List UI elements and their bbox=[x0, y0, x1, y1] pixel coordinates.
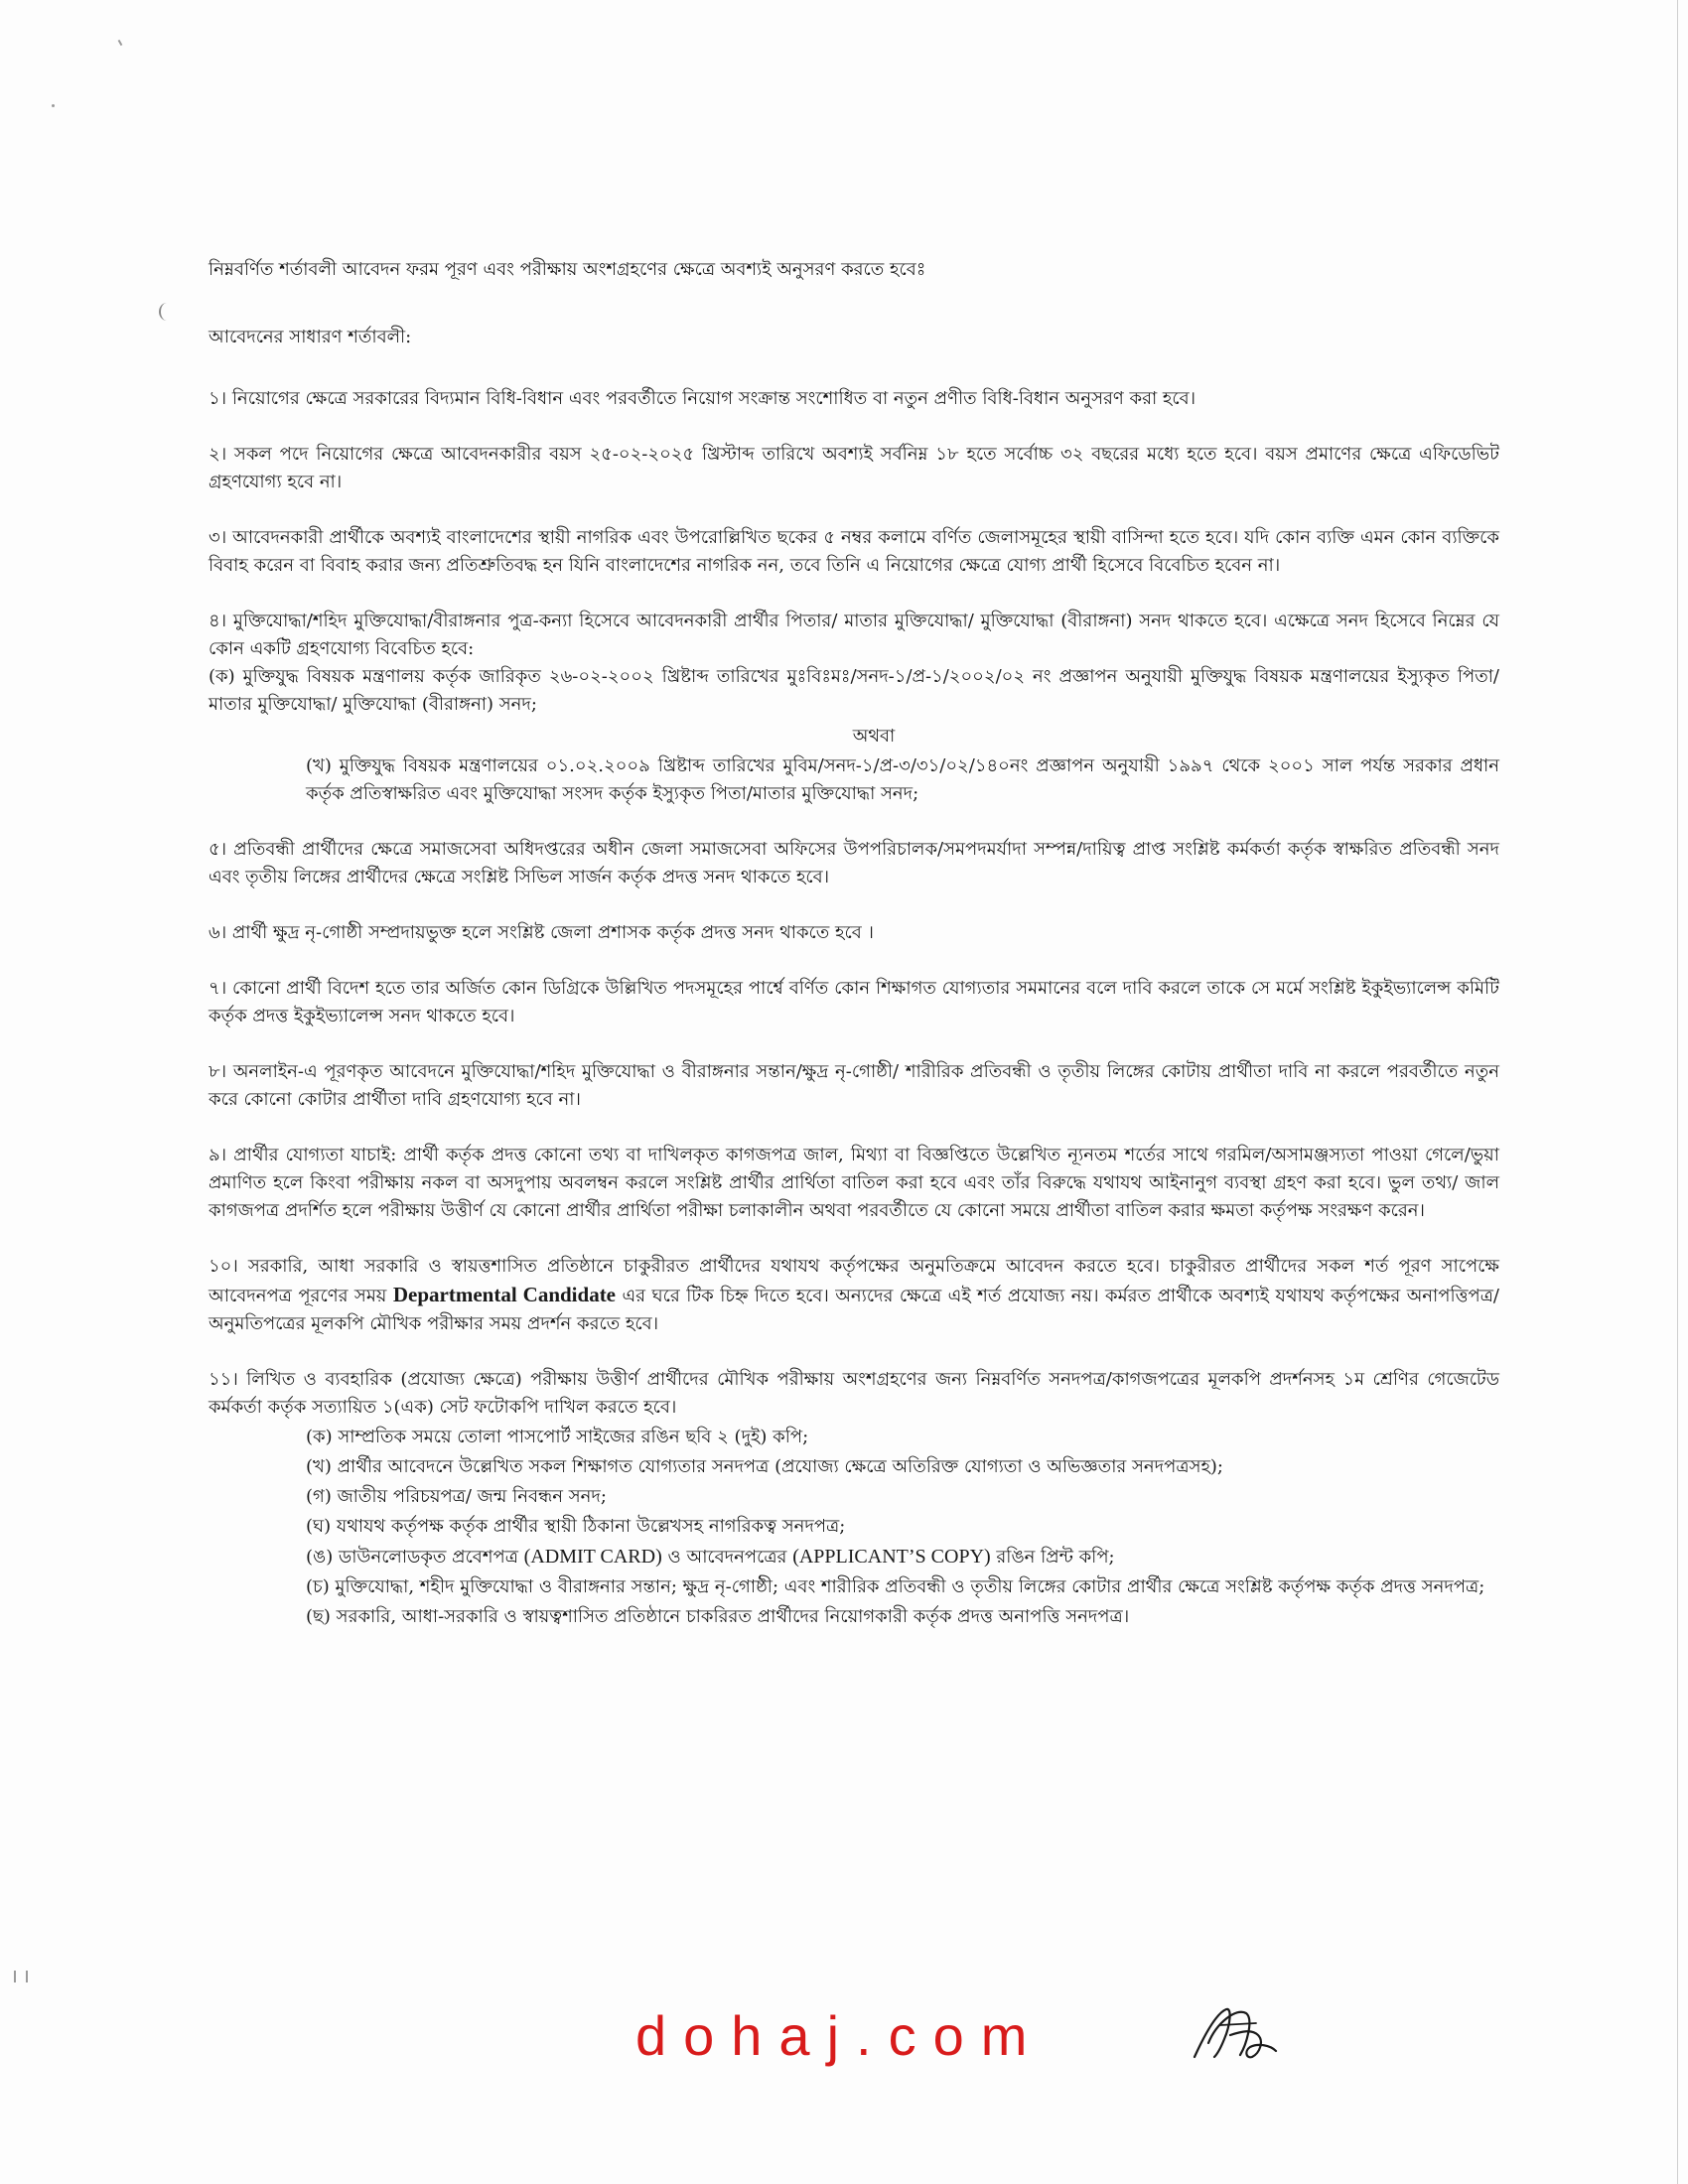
clause-8: ৮। অনলাইন-এ পূরণকৃত আবেদনে মুক্তিযোদ্ধা/শহিদ মুক্তিযোদ্ধা ও বীরাঙ্গনার সন্তান/ক্ষুদ্র নৃ-গোষ্ঠী/ শারীরিক প্রতিবন্ধী ও তৃতীয় লিঙ্গের কোটায় প্রার্থীতা দাবি না করলে পরবর্তীতে নতুন করে কোনো কোটার প্রার্থীতা দাবি গ্রহণযোগ্য হবে না। bbox=[209, 1061, 1499, 1110]
clause-3: ৩। আবেদনকারী প্রার্থীকে অবশ্যই বাংলাদেশের স্থায়ী নাগরিক এবং উপরোল্লিখিত ছকের ৫ নম্বর কলামে বর্ণিত জেলাসমূহের স্থায়ী বাসিন্দা হতে হবে। যদি কোন ব্যক্তি এমন কোন ব্যক্তিকে বিবাহ করেন বা বিবাহ করার জন্য প্রতিশ্রুতিবদ্ধ হন যিনি বাংলাদেশের নাগরিক নন, তবে তিনি এ নিয়োগের ক্ষেত্রে যোগ্য প্রার্থী হিসেবে বিবেচিত হবেন না। bbox=[209, 527, 1499, 576]
clause-4-block bbox=[209, 608, 1499, 808]
clause-6: ৬। প্রার্থী ক্ষুদ্র নৃ-গোষ্ঠী সম্প্রদায়ভুক্ত হলে সংশ্লিষ্ট জেলা প্রশাসক কর্তৃক প্রদত্ত সনদ থাকতে হবে । bbox=[209, 922, 874, 943]
section-title: আবেদনের সাধারণ শর্তাবলী: bbox=[209, 327, 412, 347]
clause-11-item-e bbox=[306, 1543, 1499, 1571]
clause-7: ৭। কোনো প্রার্থী বিদেশ হতে তার অর্জিত কোন ডিগ্রিকে উল্লিখিত পদসমূহের পার্শ্বে বর্ণিত কোন শিক্ষাগত যোগ্যতার সমমানের বলে দাবি করলে তাকে সে মর্মে সংশ্লিষ্ট ইকুইভ্যালেন্স কমিটি কর্তৃক প্রদত্ত ইকুইভ্যালেন্স সনদ থাকতে হবে। bbox=[209, 978, 1499, 1026]
clause-4: ৪। মুক্তিযোদ্ধা/শহিদ মুক্তিযোদ্ধা/বীরাঙ্গনার পুত্র-কন্যা হিসেবে আবেদনকারী প্রার্থীর পিতার/ মাতার মুক্তিযোদ্ধা/ মুক্তিযোদ্ধা (বীরাঙ্গনা) সনদ থাকতে হবে। এক্ষেত্রে সনদ হিসেবে নিম্নের যে কোন একটি গ্রহণযোগ্য বিবেচিত হবে: bbox=[209, 611, 1499, 659]
watermark-text: dohaj.com bbox=[635, 2004, 1045, 2067]
clause-2: ২। সকল পদে নিয়োগের ক্ষেত্রে আবেদনকারীর বয়স ২৫-০২-২০২৫ খ্রিস্টাব্দ তারিখে অবশ্যই সর্বনিম্ন ১৮ হতে সর্বোচ্চ ৩২ বছরের মধ্যে হতে হবে। বয়স প্রমাণের ক্ষেত্রে এফিডেভিট গ্রহণযোগ্য হবে না। bbox=[209, 444, 1499, 492]
clause-9: ৯। প্রার্থীর যোগ্যতা যাচাই: প্রার্থী কর্তৃক প্রদত্ত কোনো তথ্য বা দাখিলকৃত কাগজপত্র জাল, মিথ্যা বা বিজ্ঞপ্তিতে উল্লেখিত ন্যূনতম শর্তের সাথে গরমিল/অসামঞ্জস্যতা পাওয়া গেলে/ভুয়া প্রমাণিত হলে কিংবা পরীক্ষায় নকল বা অসদুপায় অবলম্বন করলে সংশ্লিষ্ট প্রার্থীর প্রার্থিতা বাতিল করা হবে এবং তাঁর বিরুদ্ধে যথাযথ আইনানুগ ব্যবস্থা গ্রহণ করা হবে। ভুল তথ্য/ জাল কাগজপত্র প্রদর্শিত হলে পরীক্ষায় উত্তীর্ণ যে কোনো প্রার্থীর প্রার্থিতা পরীক্ষা চলাকালীন অথবা পরবর্তীতে যে কোনো সময়ে প্রার্থীতা বাতিল করার ক্ষমতা কর্তৃপক্ষ সংরক্ষণ করেন। bbox=[209, 1145, 1499, 1221]
clause-11-item-e-middle: ও আবেদনপত্রের bbox=[667, 1547, 787, 1568]
clause-11-item-a: (ক) সাম্প্রতিক সময়ে তোলা পাসপোর্ট সাইজের রঙিন ছবি ২ (দুই) কপি; bbox=[306, 1427, 809, 1447]
scan-speck bbox=[159, 303, 175, 321]
clause-11-item-c: (গ) জাতীয় পরিচয়পত্র/ জন্ম নিবন্ধন সনদ; bbox=[306, 1486, 607, 1507]
clause-11-item-e-start: (ঙ) ডাউনলোডকৃত প্রবেশপত্র bbox=[306, 1547, 518, 1568]
clause-11-item-b: (খ) প্রার্থীর আবেদনে উল্লেখিত সকল শিক্ষাগত যোগ্যতার সনদপত্র (প্রযোজ্য ক্ষেত্রে অতিরিক্ত যোগ্যতা ও অভিজ্ঞতার সনদপত্রসহ); bbox=[306, 1456, 1223, 1477]
scan-speck bbox=[14, 1971, 16, 1982]
clause-4-or: অথবা bbox=[852, 726, 896, 747]
scan-speck bbox=[26, 1971, 28, 1982]
clause-11-item-d: (ঘ) যথাযথ কর্তৃপক্ষ কর্তৃক প্রার্থীর স্থায়ী ঠিকানা উল্লেখসহ নাগরিকত্ব সনদপত্র; bbox=[306, 1516, 846, 1537]
clause-1: ১। নিয়োগের ক্ষেত্রে সরকারের বিদ্যমান বিধি-বিধান এবং পরবর্তীতে নিয়োগ সংক্রান্ত সংশোধিত বা নতুন প্রণীত বিধি-বিধান অনুসরণ করা হবে। bbox=[209, 388, 1196, 409]
clause-11-item-f: (চ) মুক্তিযোদ্ধা, শহীদ মুক্তিযোদ্ধা ও বীরাঙ্গনার সন্তান; ক্ষুদ্র নৃ-গোষ্ঠী; এবং শারীরিক প্রতিবন্ধী ও তৃতীয় লিঙ্গের কোটার প্রার্থীর ক্ষেত্রে সংশ্লিষ্ট কর্তৃপক্ষ কর্তৃক প্রদত্ত সনদপত্র; bbox=[306, 1576, 1485, 1597]
departmental-candidate-label: Departmental Candidate bbox=[392, 1283, 617, 1306]
clause-11: ১১। লিখিত ও ব্যবহারিক (প্রযোজ্য ক্ষেত্রে) পরীক্ষায় উত্তীর্ণ প্রার্থীদের মৌখিক পরীক্ষায় অংশগ্রহণের জন্য নিম্নবর্ণিত সনদপত্র/কাগজপত্রের মূলকপি প্রদর্শনসহ ১ম শ্রেণির গেজেটেড কর্মকর্তা কর্তৃক সত্যায়িত ১(এক) সেট ফটোকপি দাখিল করতে হবে। bbox=[209, 1369, 1499, 1418]
clause-11-item-e-end: রঙিন প্রিন্ট কপি; bbox=[996, 1547, 1115, 1568]
clause-10-text-start: ১০। সরকারি, আধা সরকারি ও স্বায়ত্তশাসিত প্রতিষ্ঠানে চাকুরীরত প্রার্থীদের যথাযথ কর্তৃপক্ষের অনুমতিক্রমে আবেদন করতে হবে। চাকুরীরত প্রার্থীদের সকল শর্ত পূরণ সাপেক্ষে আবেদনপত্র পূরণের সময় bbox=[209, 1256, 1499, 1306]
clause-11-item-g: (ছ) সরকারি, আধা-সরকারি ও স্বায়ত্বশাসিত প্রতিষ্ঠানে চাকরিরত প্রার্থীদের নিয়োগকারী কর্তৃক প্রদত্ত অনাপত্তি সনদপত্র। bbox=[306, 1606, 1130, 1627]
intro-text: নিম্নবর্ণিত শর্তাবলী আবেদন ফরম পূরণ এবং পরীক্ষায় অংশগ্রহণের ক্ষেত্রে অবশ্যই অনুসরণ করতে হবেঃ bbox=[209, 259, 926, 280]
clause-10 bbox=[209, 1253, 1499, 1338]
scan-speck bbox=[118, 40, 123, 46]
clause-10-text-end: এর ঘরে টিক চিহ্ন দিতে হবে। অন্যদের ক্ষেত্রে এই শর্ত প্রযোজ্য নয়। কর্মরত প্রার্থীকে অবশ্যই যথাযথ কর্তৃপক্ষের অনাপত্তিপত্র/অনুমতিপত্রের মূলকপি মৌখিক পরীক্ষার সময় প্রদর্শন করতে হবে। bbox=[209, 1286, 1499, 1334]
signature-icon bbox=[1187, 1995, 1281, 2075]
admit-card-label: (ADMIT CARD) bbox=[523, 1546, 662, 1568]
scan-speck bbox=[52, 104, 55, 107]
clause-4-item-a: (ক) মুক্তিযুদ্ধ বিষয়ক মন্ত্রণালয় কর্তৃক জারিকৃত ২৬-০২-২০০২ খ্রিষ্টাব্দ তারিখের মুঃবিঃমঃ/সনদ-১/প্র-১/২০০২/০২ নং প্রজ্ঞাপন অনুযায়ী মুক্তিযুদ্ধ বিষয়ক মন্ত্রণালয়ের ইস্যুকৃত পিতা/মাতার মুক্তিযোদ্ধা/ মুক্তিযোদ্ধা (বীরাঙ্গনা) সনদ; bbox=[209, 666, 1499, 715]
clause-11-block bbox=[209, 1366, 1499, 1631]
clause-5: ৫। প্রতিবন্ধী প্রার্থীদের ক্ষেত্রে সমাজসেবা অধিদপ্তরের অধীন জেলা সমাজসেবা অফিসের উপপরিচালক/সমপদমর্যাদা সম্পন্ন/দায়িত্ব প্রাপ্ত সংশ্লিষ্ট কর্মকর্তা কর্তৃক স্বাক্ষরিত প্রতিবন্ধী সনদ এবং তৃতীয় লিঙ্গের প্রার্থীদের ক্ষেত্রে সংশ্লিষ্ট সিভিল সার্জন কর্তৃক প্রদত্ত সনদ থাকতে হবে। bbox=[209, 839, 1499, 887]
clause-4-item-b: (খ) মুক্তিযুদ্ধ বিষয়ক মন্ত্রণালয়ের ০১.০২.২০০৯ খ্রিষ্টাব্দ তারিখের মুবিম/সনদ-১/প্র-৩/৩১/০২/১৪০নং প্রজ্ঞাপন অনুযায়ী ১৯৯৭ থেকে ২০০১ সাল পর্যন্ত সরকার প্রধান কর্তৃক প্রতিস্বাক্ষরিত এবং মুক্তিযোদ্ধা সংসদ কর্তৃক ইস্যুকৃত পিতা/মাতার মুক্তিযোদ্ধা সনদ; bbox=[306, 755, 1499, 804]
scan-edge-line bbox=[1677, 0, 1678, 2184]
document-body bbox=[209, 256, 1499, 1659]
applicants-copy-label: (APPLICANT’S COPY) bbox=[792, 1546, 991, 1568]
